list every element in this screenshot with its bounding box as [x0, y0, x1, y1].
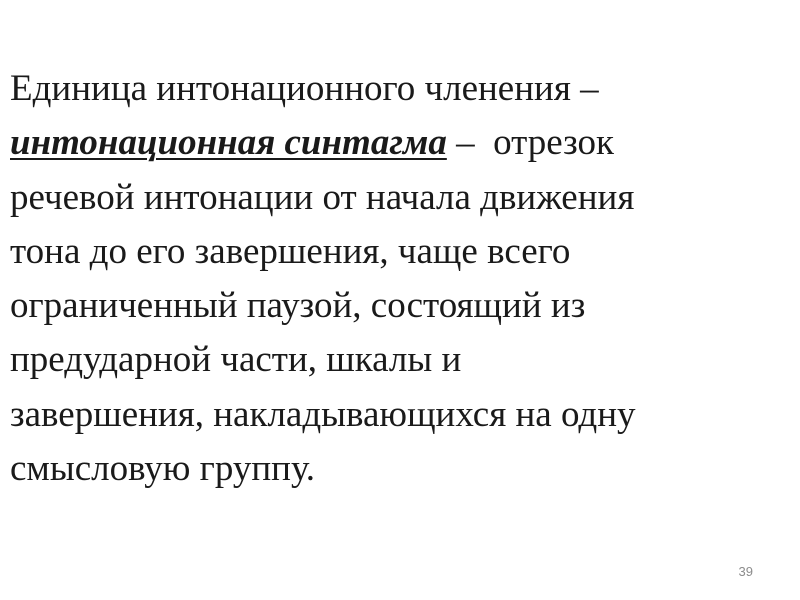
text-line-4: тона до его завершения, чаще всего [10, 230, 571, 272]
text-line-2-rest: – отрезок [446, 122, 614, 164]
term-intonation-syntagm: интонационная синтагма [10, 122, 447, 164]
page-number: 39 [738, 564, 753, 579]
text-line-6: предударной части, шкалы и [10, 339, 462, 381]
definition-text [10, 62, 780, 496]
text-line-1: Единица интонационного членения – [10, 68, 599, 109]
text-line-3: речевой интонации от начала движения [10, 176, 635, 218]
text-line-5: ограниченный паузой, состоящий из [10, 285, 586, 327]
text-line-7: завершения, накладывающихся на одну [10, 393, 636, 435]
text-line-8: смысловую группу. [10, 448, 316, 490]
